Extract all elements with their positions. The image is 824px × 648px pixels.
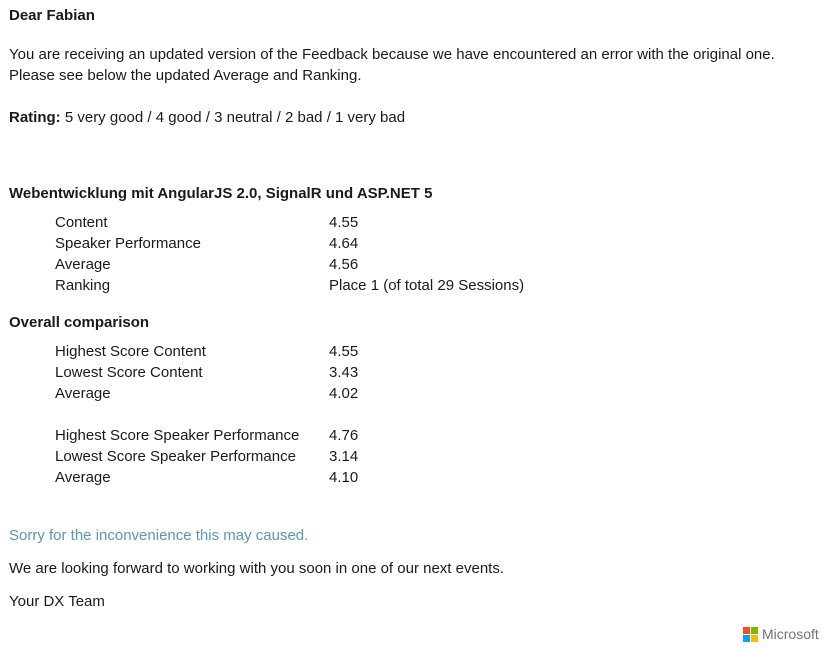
overall-title: Overall comparison [9,314,150,331]
closing-text: We are looking forward to working with you soon in one of our next events. [9,560,504,577]
score-row [55,212,755,233]
apology-text: Sorry for the inconvenience this may caused. [9,527,309,544]
score-label: Highest Score Content [55,343,206,360]
score-value: 4.55 [329,214,359,231]
score-value: 4.64 [329,235,359,252]
score-label: Lowest Score Speaker Performance [55,448,296,465]
score-value: 4.10 [329,469,359,486]
ranking-value: Place 1 (of total 29 Sessions) [329,277,525,294]
score-row [55,362,755,383]
ranking-row [55,275,755,296]
score-value: 4.56 [329,256,359,273]
intro-line-1: You are receiving an updated version of the Feedback because we have encountered an error with the original one. [9,46,775,63]
logo-square-green [751,627,758,634]
score-value: 4.76 [329,427,359,444]
score-row [55,233,755,254]
microsoft-logo-text: Microsoft [762,626,819,642]
logo-square-red [743,627,750,634]
score-row [55,425,755,446]
intro-line-2: Please see below the updated Average and Ranking. [9,67,362,84]
logo-square-blue [743,635,750,642]
score-label: Average [55,469,111,486]
score-label: Highest Score Speaker Performance [55,427,300,444]
score-label: Average [55,385,111,402]
score-row [55,467,755,488]
score-value: 4.02 [329,385,359,402]
logo-square-yellow [751,635,758,642]
score-row [55,254,755,275]
score-value: 4.55 [329,343,359,360]
score-label: Lowest Score Content [55,364,203,381]
score-label: Ranking [55,277,111,294]
score-value: 3.43 [329,364,359,381]
score-label: Speaker Performance [55,235,201,252]
session-title: Webentwicklung mit AngularJS 2.0, SignalR und ASP.NET 5 [9,185,433,202]
signature: Your DX Team [9,593,105,610]
rating-line [9,107,405,128]
greeting: Dear Fabian [9,7,95,24]
microsoft-logo [743,626,819,642]
score-label: Content [55,214,108,231]
rating-scale: 5 very good / 4 good / 3 neutral / 2 bad / 1 very bad [60,109,406,126]
score-label: Average [55,256,111,273]
score-row [55,446,755,467]
score-row [55,383,755,404]
rating-label: Rating: [9,109,61,126]
score-row [55,341,755,362]
microsoft-logo-icon [743,627,758,642]
score-value: 3.14 [329,448,359,465]
